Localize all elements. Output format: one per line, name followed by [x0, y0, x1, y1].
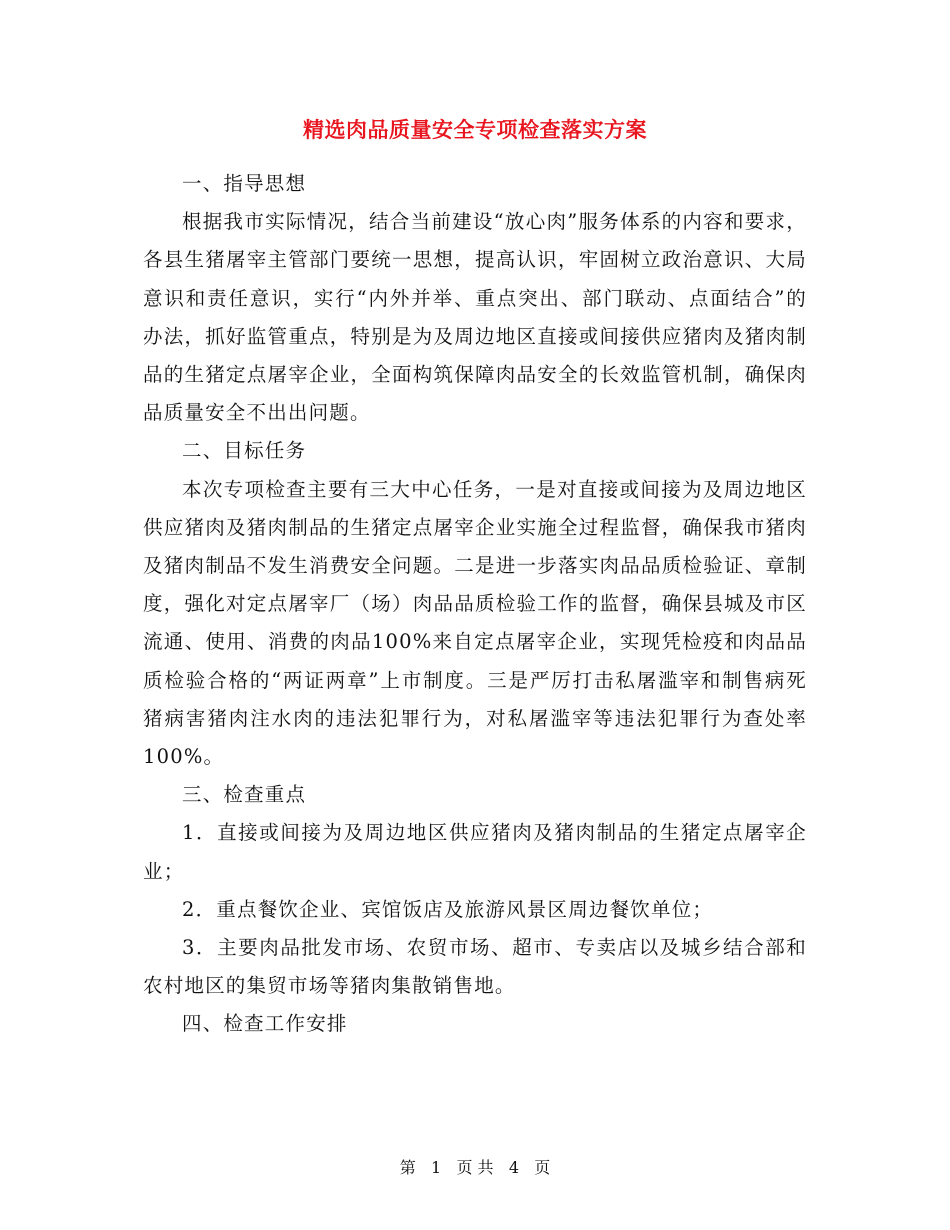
document-body	[143, 165, 807, 1044]
list-item-focus-1: 1．直接或间接为及周边地区供应猪肉及猪肉制品的生猪定点屠宰企业；	[143, 821, 807, 883]
paragraph-guiding-ideology: 根据我市实际情况，结合当前建设“放心肉”服务体系的内容和要求，各县生猪屠宰主管部门要统一思想，提高认识，牢固树立政治意识、大局意识和责任意识，实行“内外并举、重点突出、部门联动、点面结合”的办法，抓好监管重点，特别是为及周边地区直接或间接供应猪肉及猪肉制品的生猪定点屠宰企业，全面构筑保障肉品安全的长效监管机制，确保肉品质量安全不出出问题。	[143, 210, 807, 425]
list-item-focus-3: 3．主要肉品批发市场、农贸市场、超市、专卖店以及城乡结合部和农村地区的集贸市场等猪肉集散销售地。	[143, 936, 807, 998]
section-heading-work-arrangement: 四、检查工作安排	[182, 1012, 348, 1036]
page-footer	[0, 1155, 950, 1178]
footer-page-number: 1	[430, 1158, 442, 1177]
section-heading-guiding-ideology: 一、指导思想	[182, 172, 307, 195]
footer-middle: 页 共	[456, 1158, 494, 1177]
paragraph-objectives: 本次专项检查主要有三大中心任务，一是对直接或间接为及周边地区供应猪肉及猪肉制品的生猪定点屠宰企业实施全过程监督，确保我市猪肉及猪肉制品不发生消费安全问题。二是进一步落实肉品品质检验证、章制度，强化对定点屠宰厂（场）肉品品质检验工作的监督，确保县城及市区流通、使用、消费的肉品100%来自定点屠宰企业，实现凭检疫和肉品品质检验合格的“两证两章”上市制度。三是严厉打击私屠滥宰和制售病死猪病害猪肉注水肉的违法犯罪行为，对私屠滥宰等违法犯罪行为查处率100%。	[143, 477, 807, 769]
section-heading-objectives: 二、目标任务	[182, 439, 307, 463]
footer-total-pages: 4	[508, 1158, 520, 1177]
section-heading-inspection-focus: 三、检查重点	[182, 783, 307, 807]
footer-prefix: 第	[399, 1158, 416, 1177]
footer-suffix: 页	[534, 1158, 551, 1177]
list-item-focus-2: 2．重点餐饮企业、宾馆饭店及旅游风景区周边餐饮单位；	[182, 897, 714, 921]
document-title: 精选肉品质量安全专项检查落实方案	[303, 117, 647, 142]
